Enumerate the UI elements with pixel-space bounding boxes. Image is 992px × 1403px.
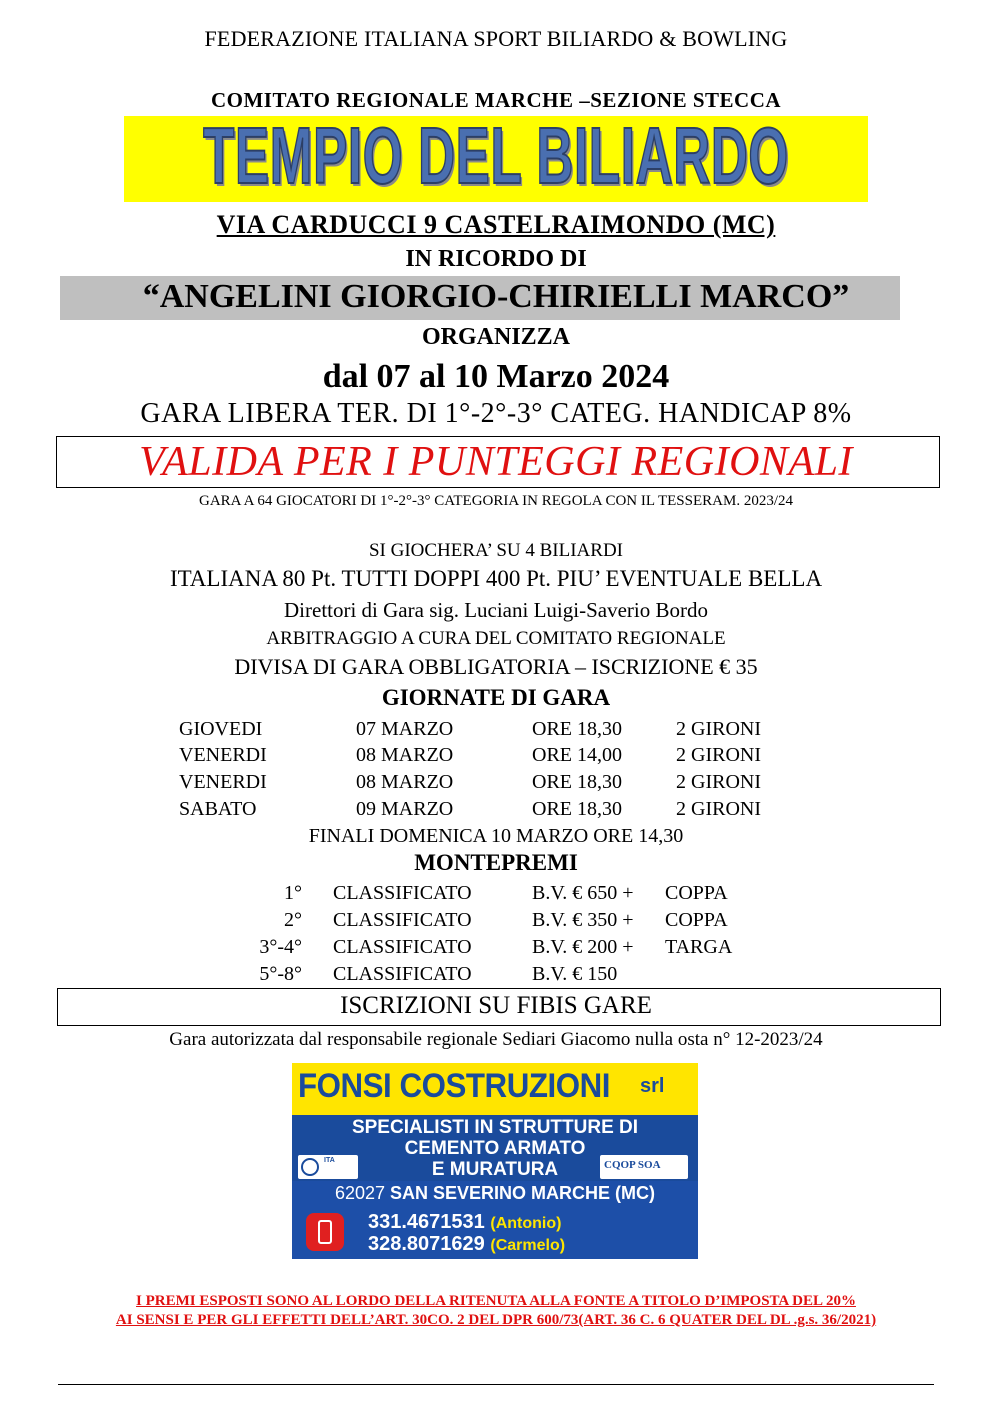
dress-and-fee: DIVISA DI GARA OBBLIGATORIA – ISCRIZIONE € 35 [234, 654, 758, 679]
disclaimer-line-2: AI SENSI E PER GLI EFFETTI DELL’ART. 30CO. 2 DEL DPR 600/73(ART. 36 C. 6 QUATER DEL DL .g.s. 36/2021) [115, 1312, 877, 1328]
schedule-date: 09 MARZO [356, 798, 454, 820]
validity-text: VALIDA PER I PUNTEGGI REGIONALI [139, 439, 853, 485]
sponsor-suffix: srl [640, 1075, 665, 1097]
schedule-day: VENERDI [179, 771, 267, 793]
schedule-day: SABATO [179, 798, 257, 820]
sponsor-phone [368, 1233, 565, 1256]
phone-number: 331.4671531 [368, 1211, 485, 1233]
certification-left-text: ITA [324, 1157, 335, 1164]
schedule-date: 08 MARZO [356, 744, 454, 766]
schedule-groups: 2 GIRONI [676, 744, 761, 766]
schedule-time: ORE 18,30 [532, 771, 622, 793]
prize-place: 2° [284, 909, 302, 931]
prize-award: TARGA [665, 936, 733, 958]
prize-label: CLASSIFICATO [333, 909, 472, 931]
prize-place: 5°-8° [259, 963, 302, 985]
committee-name: COMITATO REGIONALE MARCHE –SEZIONE STECCA [210, 88, 782, 112]
finals-info: FINALI DOMENICA 10 MARZO ORE 14,30 [308, 825, 684, 847]
prize-label: CLASSIFICATO [333, 936, 472, 958]
certification-logo-left [298, 1155, 358, 1179]
prize-place: 1° [284, 882, 302, 904]
prize-row [0, 936, 992, 962]
sponsor-banner [292, 1063, 698, 1259]
race-directors: Direttori di Gara sig. Luciani Luigi-Saverio Bordo [284, 598, 708, 622]
sponsor-name: FONSI COSTRUZIONI [298, 1067, 610, 1105]
game-format: ITALIANA 80 Pt. TUTTI DOPPI 400 Pt. PIU’ EVENTUALE BELLA [169, 566, 823, 591]
players-info: GARA A 64 GIOCATORI DI 1°-2°-3° CATEGORIA IN REGOLA CON IL TESSERAM. 2023/24 [199, 493, 793, 509]
refereeing-info: ARBITRAGGIO A CURA DEL COMITATO REGIONALE [266, 628, 726, 649]
sponsor-postcode: 62027 [334, 1183, 386, 1203]
memorial-intro: IN RICORDO DI [405, 246, 587, 272]
prizes-title: MONTEPREMI [414, 850, 578, 875]
phone-number: 328.8071629 [368, 1233, 485, 1255]
schedule-groups: 2 GIRONI [676, 718, 761, 740]
prize-amount: B.V. € 200 + [532, 936, 634, 958]
prize-amount: B.V. € 650 + [532, 882, 634, 904]
certification-right-text: CQOP SOA [604, 1159, 661, 1171]
prize-row [0, 909, 992, 935]
prize-row [0, 882, 992, 908]
prize-award: COPPA [665, 882, 728, 904]
sponsor-line-3: E MURATURA [431, 1159, 559, 1180]
certification-logo-right [600, 1155, 688, 1179]
organizes-label: ORGANIZZA [421, 324, 571, 350]
schedule-groups: 2 GIRONI [676, 771, 761, 793]
venue-title: TEMPIO DEL BILIARDO [203, 111, 789, 200]
schedule-groups: 2 GIRONI [676, 798, 761, 820]
footer-rule [58, 1384, 934, 1385]
memorial-names: “ANGELINI GIORGIO-CHIRIELLI MARCO” [142, 278, 850, 315]
prize-award: COPPA [665, 909, 728, 931]
phone-contact-name: (Antonio) [490, 1215, 562, 1232]
schedule-date: 07 MARZO [356, 718, 454, 740]
authorization-note: Gara autorizzata dal responsabile regionale Sediari Giacomo nulla osta n° 12-2023/24 [169, 1029, 823, 1050]
phone-icon [306, 1213, 344, 1251]
prize-amount: B.V. € 350 + [532, 909, 634, 931]
schedule-row [0, 771, 992, 797]
schedule-time: ORE 14,00 [532, 744, 622, 766]
tables-info: SI GIOCHERA’ SU 4 BILIARDI [368, 540, 624, 561]
federation-name: FEDERAZIONE ITALIANA SPORT BILIARDO & BOWLING [204, 26, 788, 51]
schedule-day: GIOVEDI [179, 718, 263, 740]
schedule-row [0, 718, 992, 744]
prize-label: CLASSIFICATO [333, 882, 472, 904]
phone-contact-name: (Carmelo) [490, 1237, 566, 1254]
sponsor-city: SAN SEVERINO MARCHE (MC) [390, 1183, 656, 1203]
prize-label: CLASSIFICATO [333, 963, 472, 985]
schedule-time: ORE 18,30 [532, 798, 622, 820]
globe-icon [301, 1158, 319, 1176]
sponsor-line-1: SPECIALISTI IN STRUTTURE DI [351, 1117, 639, 1138]
schedule-row [0, 744, 992, 770]
schedule-time: ORE 18,30 [532, 718, 622, 740]
schedule-day: VENERDI [179, 744, 267, 766]
disclaimer-line-1: I PREMI ESPOSTI SONO AL LORDO DELLA RITENUTA ALLA FONTE A TITOLO D’IMPOSTA DEL 20% [136, 1293, 856, 1309]
prize-amount: B.V. € 150 [532, 963, 618, 985]
event-dates: dal 07 al 10 Marzo 2024 [322, 358, 670, 395]
sponsor-location [292, 1183, 698, 1204]
sponsor-phone [368, 1211, 561, 1234]
sponsor-line-2: CEMENTO ARMATO [404, 1138, 586, 1159]
schedule-row [0, 798, 992, 824]
prize-row [0, 963, 992, 989]
schedule-date: 08 MARZO [356, 771, 454, 793]
venue-address: VIA CARDUCCI 9 CASTELRAIMONDO (MC) [216, 210, 776, 239]
prize-place: 3°-4° [259, 936, 302, 958]
registration-text: ISCRIZIONI SU FIBIS GARE [340, 992, 652, 1019]
race-type: GARA LIBERA TER. DI 1°-2°-3° CATEG. HANDICAP 8% [140, 398, 852, 429]
schedule-title: GIORNATE DI GARA [381, 685, 611, 710]
